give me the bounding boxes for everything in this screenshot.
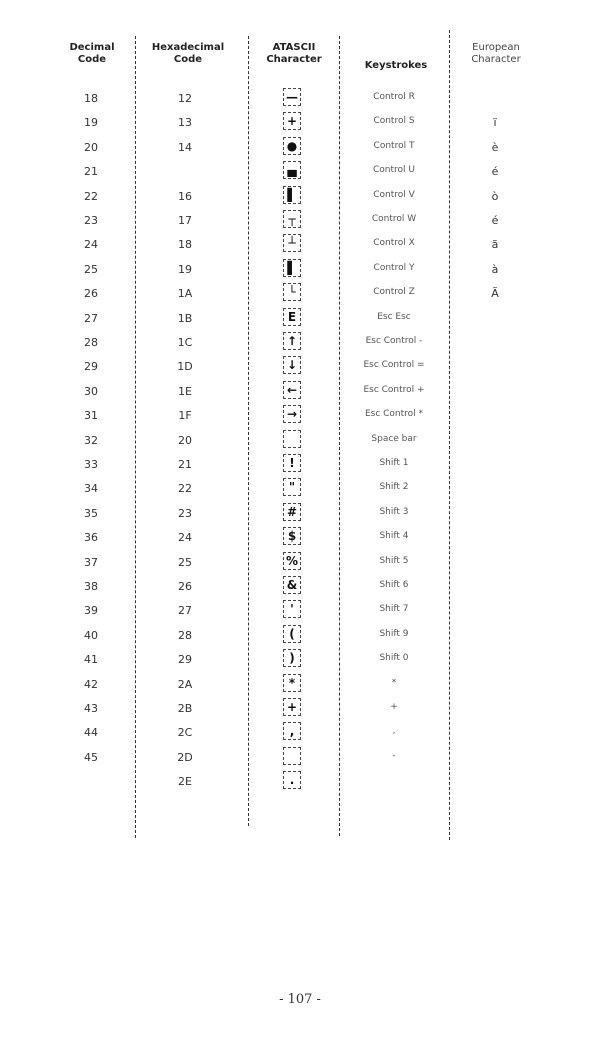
table-row	[0, 674, 600, 696]
table-row	[0, 503, 600, 525]
european-character-cell: è	[491, 140, 499, 154]
hex-code-cell: 29	[178, 653, 192, 667]
decimal-code-cell: 32	[84, 433, 98, 447]
hex-code-cell: 26	[178, 580, 192, 593]
decimal-code-cell: 38	[84, 580, 98, 593]
decimal-code-cell: 24	[84, 238, 98, 252]
table-row	[0, 381, 600, 403]
table-row	[0, 722, 600, 744]
table-row	[0, 137, 600, 159]
table-row	[0, 308, 600, 330]
page-number: - 107 -	[279, 992, 321, 1007]
keystrokes-cell: +	[390, 702, 398, 712]
keystrokes-cell: Shift 6	[379, 580, 409, 590]
decimal-code-cell: 37	[84, 555, 98, 569]
table-row	[0, 552, 600, 574]
keystrokes-cell: Control W	[371, 214, 417, 224]
hex-code-cell: 17	[178, 214, 192, 227]
keystrokes-cell: Control U	[373, 165, 415, 176]
keystrokes-cell: Shift 2	[379, 482, 409, 493]
hex-code-cell: 23	[178, 506, 192, 520]
atascii-glyph-icon: !	[283, 454, 301, 472]
hex-code-cell: 1A	[177, 287, 193, 301]
atascii-glyph-icon: .	[283, 771, 301, 789]
keystrokes-cell: Control V	[373, 189, 415, 200]
table-row	[0, 112, 600, 134]
keystrokes-cell: Control Y	[373, 262, 415, 273]
hex-code-cell: 21	[178, 458, 192, 471]
hexadecimal-code-header: Hexadecimal Code	[151, 42, 225, 65]
keystrokes-cell: *	[391, 677, 397, 688]
table-row	[0, 771, 600, 793]
atascii-glyph-icon: →	[283, 405, 301, 423]
hex-code-cell: 2B	[177, 702, 193, 715]
decimal-code-cell: 39	[84, 604, 98, 618]
hex-code-cell: 20	[178, 433, 192, 447]
hex-code-cell: 2D	[177, 750, 193, 764]
decimal-code-cell: 35	[84, 506, 98, 520]
atascii-glyph-icon: ┴	[283, 234, 301, 252]
keystrokes-cell: Control S	[373, 116, 415, 127]
atascii-character-header: ATASCII Character	[266, 42, 322, 65]
table-row	[0, 283, 600, 305]
hex-code-cell: 2C	[177, 726, 193, 740]
keystrokes-cell: -	[392, 750, 396, 761]
table-row	[0, 698, 600, 720]
keystrokes-cell: Control R	[373, 92, 415, 102]
atascii-glyph-icon: #	[283, 503, 301, 521]
hex-code-cell: 28	[178, 628, 192, 642]
decimal-code-cell: 28	[84, 336, 98, 349]
european-character-header: European Character	[471, 42, 521, 65]
hex-code-cell: 22	[178, 482, 192, 496]
decimal-code-cell: 44	[84, 726, 98, 740]
decimal-code-cell: 27	[84, 311, 98, 325]
table-row	[0, 405, 600, 427]
keystrokes-cell: Esc Control +	[363, 384, 425, 395]
european-character-cell: ò	[491, 189, 499, 203]
hex-code-cell: 27	[178, 604, 192, 618]
table-row	[0, 161, 600, 183]
atascii-glyph-icon: ●	[283, 137, 301, 155]
atascii-glyph-icon: ↑	[283, 332, 301, 350]
hex-code-cell: 12	[178, 92, 192, 105]
table-row	[0, 356, 600, 378]
table-row	[0, 478, 600, 500]
atascii-glyph-icon: %	[283, 552, 301, 570]
decimal-code-cell: 34	[84, 482, 98, 496]
table-row	[0, 527, 600, 549]
european-character-cell: ã	[491, 238, 499, 252]
decimal-code-cell: 45	[84, 750, 98, 764]
hex-code-cell: 2E	[178, 775, 192, 789]
atascii-glyph-icon: —	[283, 88, 301, 106]
keystrokes-cell: Shift 9	[379, 628, 409, 639]
decimal-code-cell: 33	[84, 458, 98, 471]
table-row	[0, 332, 600, 354]
atascii-glyph-icon	[283, 430, 301, 448]
decimal-code-cell: 25	[84, 262, 98, 276]
hex-code-cell: 2A	[177, 677, 193, 691]
european-character-cell: é	[491, 214, 499, 227]
atascii-glyph-icon: ▌	[283, 259, 301, 277]
hex-code-cell: 18	[178, 238, 192, 252]
keystrokes-cell: Shift 0	[379, 653, 409, 664]
european-character-cell: é	[491, 165, 499, 179]
hex-code-cell: 1B	[177, 311, 193, 325]
keystrokes-cell: Shift 4	[379, 531, 409, 542]
atascii-glyph-icon: +	[283, 698, 301, 716]
keystrokes-cell: Control T	[373, 140, 415, 151]
hex-code-cell: 24	[178, 531, 192, 545]
keystrokes-cell: Shift 1	[379, 458, 409, 468]
decimal-code-cell: 30	[84, 384, 98, 398]
decimal-code-header: Decimal Code	[69, 42, 115, 65]
decimal-code-cell: 40	[84, 628, 98, 642]
table-row	[0, 649, 600, 671]
keystrokes-header: Keystrokes	[364, 60, 428, 71]
keystrokes-cell: ,	[392, 726, 396, 737]
decimal-code-cell: 23	[84, 214, 98, 227]
atascii-glyph-icon: &	[283, 576, 301, 594]
keystrokes-cell: Shift 3	[379, 506, 409, 517]
atascii-glyph-icon: )	[283, 649, 301, 667]
atascii-glyph-icon: ▄	[283, 161, 301, 179]
keystrokes-cell: Esc Control -	[365, 336, 423, 346]
atascii-glyph-icon: *	[283, 674, 301, 692]
decimal-code-cell: 21	[84, 165, 98, 179]
atascii-glyph-icon: E	[283, 308, 301, 326]
atascii-glyph-icon: ↓	[283, 356, 301, 374]
hex-code-cell: 1C	[177, 336, 193, 349]
decimal-code-cell: 29	[84, 360, 98, 374]
table-row	[0, 430, 600, 452]
table-row	[0, 625, 600, 647]
keystrokes-cell: Space bar	[371, 433, 417, 444]
table-row	[0, 88, 600, 110]
keystrokes-cell: Esc Control *	[364, 409, 424, 420]
decimal-code-cell: 22	[84, 189, 98, 203]
table-row	[0, 454, 600, 476]
atascii-glyph-icon: (	[283, 625, 301, 643]
atascii-glyph-icon: ←	[283, 381, 301, 399]
decimal-code-cell: 31	[84, 409, 98, 423]
table-row	[0, 234, 600, 256]
keystrokes-cell: Shift 7	[379, 604, 409, 615]
atascii-glyph-icon: ,	[283, 722, 301, 740]
decimal-code-cell: 42	[84, 677, 98, 691]
table-row	[0, 600, 600, 622]
atascii-glyph-icon: +	[283, 112, 301, 130]
atascii-glyph-icon: └	[283, 283, 301, 301]
atascii-glyph-icon: ▌	[283, 186, 301, 204]
hex-code-cell: 1F	[178, 409, 192, 423]
decimal-code-cell: 18	[84, 92, 98, 105]
keystrokes-cell: Control X	[373, 238, 415, 249]
decimal-code-cell: 26	[84, 287, 98, 301]
table-row	[0, 186, 600, 208]
atascii-glyph-icon: $	[283, 527, 301, 545]
hex-code-cell: 16	[178, 189, 192, 203]
keystrokes-cell: Esc Control =	[363, 360, 425, 371]
keystrokes-cell: Esc Esc	[377, 311, 411, 322]
decimal-code-cell: 43	[84, 702, 98, 715]
hex-code-cell: 14	[178, 140, 192, 154]
hex-code-cell: 19	[178, 262, 192, 276]
atascii-glyph-icon	[283, 747, 301, 765]
keystrokes-cell: Shift 5	[379, 555, 409, 566]
table-row	[0, 259, 600, 281]
european-character-cell: à	[491, 262, 499, 276]
european-character-cell: ï	[493, 116, 497, 130]
decimal-code-cell: 36	[84, 531, 98, 545]
keystrokes-cell: Control Z	[373, 287, 415, 298]
decimal-code-cell: 19	[84, 116, 98, 130]
table-row	[0, 747, 600, 769]
decimal-code-cell: 20	[84, 140, 98, 154]
hex-code-cell: 25	[178, 555, 192, 569]
atascii-glyph-icon: ┬	[283, 210, 301, 228]
hex-code-cell: 1E	[178, 384, 192, 398]
atascii-glyph-icon: '	[283, 600, 301, 618]
hex-code-cell: 13	[178, 116, 192, 130]
decimal-code-cell: 41	[84, 653, 98, 667]
european-character-cell: Ã	[491, 287, 499, 301]
table-row	[0, 210, 600, 232]
hex-code-cell: 1D	[177, 360, 193, 374]
table-row	[0, 576, 600, 598]
atascii-glyph-icon: "	[283, 478, 301, 496]
